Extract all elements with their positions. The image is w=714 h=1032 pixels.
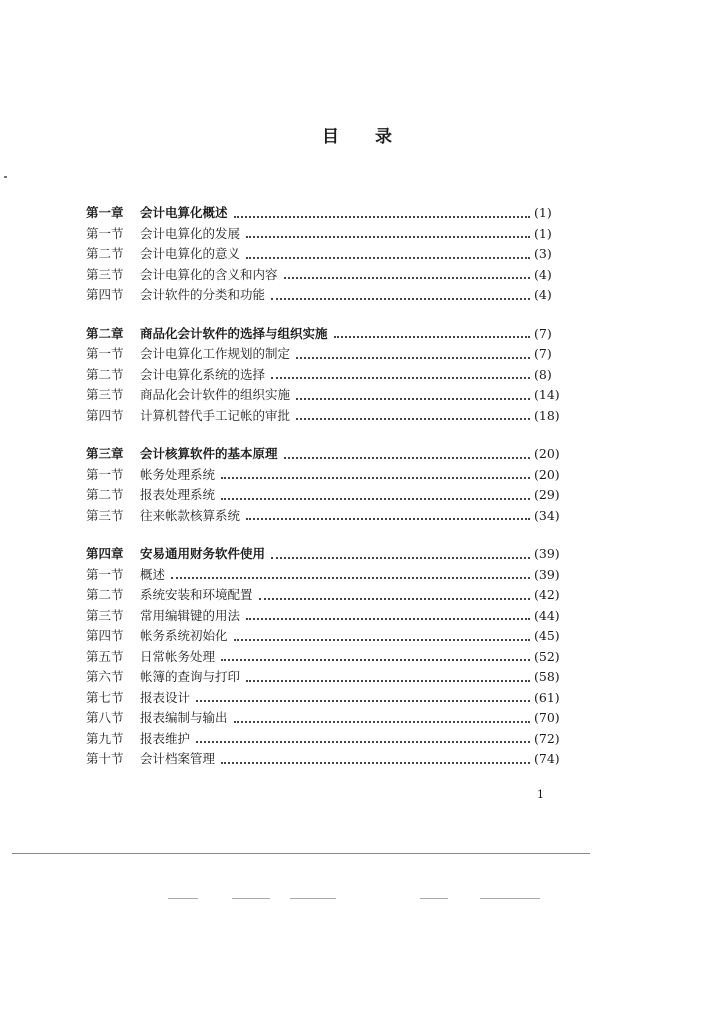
- section-title: 报表设计: [140, 689, 191, 705]
- section-page-ref: (20): [534, 466, 560, 482]
- scan-artifact-line: [232, 898, 270, 899]
- section-number: 第三节: [86, 607, 124, 623]
- section-page-ref: (70): [534, 710, 560, 725]
- toc-section-row[interactable]: [86, 285, 568, 306]
- chapter-page-ref: (7): [534, 325, 552, 341]
- toc-chapter-group: [86, 203, 568, 306]
- section-page-ref: (42): [534, 587, 560, 602]
- dot-leader: [221, 762, 530, 764]
- dot-leader: [246, 236, 530, 238]
- toc-section-row[interactable]: [86, 506, 568, 527]
- section-number: 第二节: [86, 366, 124, 382]
- section-title: 系统安装和环境配置: [140, 587, 253, 602]
- section-title: 帐务系统初始化: [140, 628, 228, 643]
- section-number: 第八节: [86, 710, 124, 725]
- section-number: 第三节: [86, 387, 124, 402]
- dot-leader: [259, 598, 530, 600]
- section-page-ref: (74): [534, 751, 560, 766]
- chapter-title: 安易通用财务软件使用: [140, 546, 266, 561]
- chapter-page-ref: (1): [534, 205, 552, 220]
- section-number: 第一节: [86, 466, 124, 482]
- section-title: 会计电算化的意义: [140, 246, 241, 261]
- section-page-ref: (7): [534, 346, 552, 361]
- section-page-ref: (61): [534, 689, 560, 705]
- chapter-title: 会计核算软件的基本原理: [140, 446, 278, 461]
- toc-section-row[interactable]: [86, 585, 568, 606]
- toc-section-row[interactable]: [86, 626, 568, 647]
- section-title: 商品化会计软件的组织实施: [140, 387, 291, 402]
- scan-artifact-line: [290, 898, 336, 899]
- section-number: 第五节: [86, 648, 124, 664]
- section-number: 第二节: [86, 246, 124, 261]
- section-number: 第三节: [86, 266, 124, 282]
- dot-leader: [221, 659, 530, 661]
- section-title: 会计软件的分类和功能: [140, 287, 266, 302]
- section-page-ref: (72): [534, 730, 560, 746]
- toc-section-row[interactable]: [86, 667, 568, 688]
- section-number: 第一节: [86, 225, 124, 241]
- section-number: 第九节: [86, 730, 124, 746]
- toc-section-row[interactable]: [86, 244, 568, 265]
- section-title: 会计电算化系统的选择: [140, 366, 266, 382]
- section-number: 第四节: [86, 407, 124, 423]
- section-title: 报表维护: [140, 730, 191, 746]
- scan-speck: [4, 176, 7, 178]
- toc-section-row[interactable]: [86, 385, 568, 406]
- dot-leader: [296, 418, 530, 420]
- toc-section-row[interactable]: [86, 365, 568, 386]
- toc-section-row[interactable]: [86, 344, 568, 365]
- section-title: 日常帐务处理: [140, 648, 216, 664]
- dot-leader: [171, 577, 530, 579]
- dot-leader: [246, 257, 530, 259]
- section-number: 第一节: [86, 566, 124, 582]
- toc-section-row[interactable]: [86, 406, 568, 427]
- dot-leader: [221, 477, 530, 479]
- section-page-ref: (39): [534, 566, 560, 582]
- toc-section-row[interactable]: [86, 465, 568, 486]
- chapter-page-ref: (39): [534, 546, 560, 561]
- table-of-contents: [86, 203, 568, 788]
- chapter-title: 商品化会计软件的选择与组织实施: [140, 325, 328, 341]
- dot-leader: [234, 639, 530, 641]
- chapter-number: 第二章: [86, 325, 124, 341]
- toc-section-row[interactable]: [86, 606, 568, 627]
- section-number: 第四节: [86, 628, 124, 643]
- section-page-ref: (1): [534, 225, 552, 241]
- dot-leader: [271, 377, 530, 379]
- section-page-ref: (14): [534, 387, 560, 402]
- toc-section-row[interactable]: [86, 729, 568, 750]
- chapter-title: 会计电算化概述: [140, 205, 228, 220]
- toc-chapter-row[interactable]: [86, 324, 568, 345]
- section-title: 报表编制与输出: [140, 710, 228, 725]
- scan-artifact-line: [168, 898, 198, 899]
- dot-leader: [196, 741, 530, 743]
- toc-section-row[interactable]: [86, 708, 568, 729]
- dot-leader: [196, 700, 530, 702]
- section-number: 第十节: [86, 751, 124, 766]
- chapter-number: 第三章: [86, 446, 124, 461]
- section-page-ref: (8): [534, 366, 552, 382]
- section-title: 会计电算化的发展: [140, 225, 241, 241]
- toc-section-row[interactable]: [86, 485, 568, 506]
- toc-section-row[interactable]: [86, 265, 568, 286]
- dot-leader: [271, 557, 530, 559]
- page-number: 1: [537, 788, 544, 801]
- section-page-ref: (29): [534, 487, 560, 502]
- section-title: 帐务处理系统: [140, 466, 216, 482]
- toc-section-row[interactable]: [86, 224, 568, 245]
- toc-chapter-group: [86, 544, 568, 770]
- section-page-ref: (3): [534, 246, 552, 261]
- section-page-ref: (18): [534, 407, 560, 423]
- toc-chapter-row[interactable]: [86, 444, 568, 465]
- section-page-ref: (4): [534, 266, 552, 282]
- dot-leader: [246, 518, 530, 520]
- dot-leader: [296, 398, 530, 400]
- toc-section-row[interactable]: [86, 749, 568, 770]
- section-page-ref: (4): [534, 287, 552, 302]
- dot-leader: [334, 336, 530, 338]
- toc-chapter-row[interactable]: [86, 203, 568, 224]
- dot-leader: [234, 721, 530, 723]
- section-page-ref: (34): [534, 507, 560, 523]
- page-title: 目录: [322, 127, 428, 147]
- dot-leader: [221, 498, 530, 500]
- chapter-number: 第一章: [86, 205, 124, 220]
- section-number: 第一节: [86, 346, 124, 361]
- toc-section-row[interactable]: [86, 565, 568, 586]
- section-title: 常用编辑键的用法: [140, 607, 241, 623]
- toc-chapter-group: [86, 324, 568, 427]
- section-title: 会计档案管理: [140, 751, 216, 766]
- dot-leader: [246, 618, 530, 620]
- scan-artifact-line: [12, 853, 590, 854]
- toc-section-row[interactable]: [86, 647, 568, 668]
- dot-leader: [284, 457, 530, 459]
- section-page-ref: (58): [534, 669, 560, 684]
- section-number: 第三节: [86, 507, 124, 523]
- scan-artifact-line: [420, 898, 448, 899]
- section-page-ref: (52): [534, 648, 560, 664]
- section-number: 第二节: [86, 487, 124, 502]
- section-title: 概述: [140, 566, 166, 582]
- section-title: 计算机替代手工记帐的审批: [140, 407, 291, 423]
- section-number: 第六节: [86, 669, 124, 684]
- section-title: 往来帐款核算系统: [140, 507, 241, 523]
- section-title: 帐簿的查询与打印: [140, 669, 241, 684]
- dot-leader: [271, 298, 530, 300]
- section-title: 会计电算化的含义和内容: [140, 266, 278, 282]
- chapter-number: 第四章: [86, 546, 124, 561]
- section-number: 第四节: [86, 287, 124, 302]
- dot-leader: [246, 680, 530, 682]
- section-page-ref: (45): [534, 628, 560, 643]
- toc-chapter-group: [86, 444, 568, 526]
- section-number: 第七节: [86, 689, 124, 705]
- toc-section-row[interactable]: [86, 688, 568, 709]
- section-title: 报表处理系统: [140, 487, 216, 502]
- toc-chapter-row[interactable]: [86, 544, 568, 565]
- section-page-ref: (44): [534, 607, 560, 623]
- section-title: 会计电算化工作规划的制定: [140, 346, 291, 361]
- dot-leader: [296, 357, 530, 359]
- scan-artifact-line: [480, 898, 540, 899]
- section-number: 第二节: [86, 587, 124, 602]
- chapter-page-ref: (20): [534, 446, 560, 461]
- dot-leader: [234, 216, 530, 218]
- dot-leader: [284, 277, 530, 279]
